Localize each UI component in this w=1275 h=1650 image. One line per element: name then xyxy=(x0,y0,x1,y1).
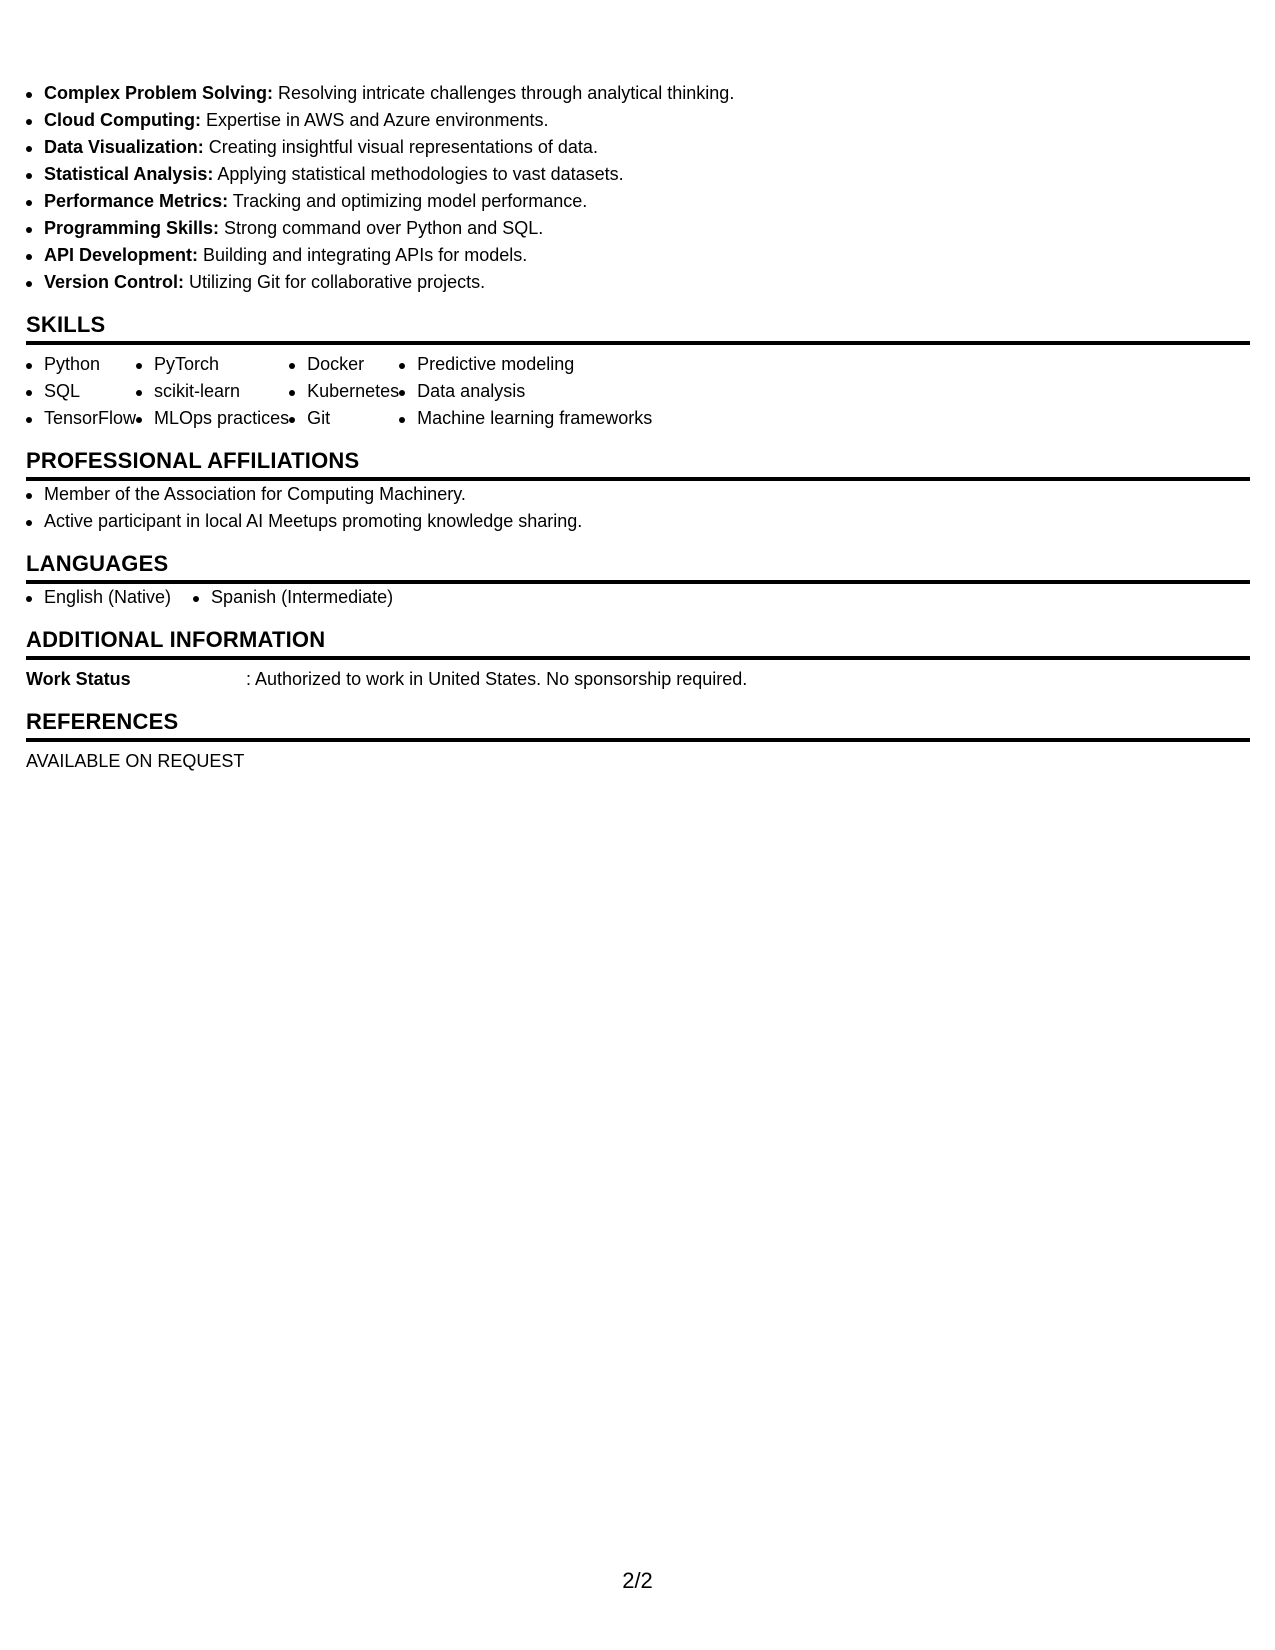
references-heading: REFERENCES xyxy=(26,709,1250,742)
skills-heading: SKILLS xyxy=(26,312,1250,345)
skill-item: Data analysis xyxy=(399,378,652,405)
list-item: Active participant in local AI Meetups promoting knowledge sharing. xyxy=(26,508,1250,535)
list-item xyxy=(26,215,1250,242)
language-item: Spanish (Intermediate) xyxy=(193,584,393,611)
references-text: AVAILABLE ON REQUEST xyxy=(26,751,245,771)
highlight-label: API Development: xyxy=(44,245,199,265)
skills-column xyxy=(136,351,289,432)
highlight-label: Statistical Analysis: xyxy=(44,164,214,184)
skill-item: MLOps practices xyxy=(136,405,289,432)
list-item: Member of the Association for Computing Machinery. xyxy=(26,481,1250,508)
highlight-text: Creating insightful visual representations of data. xyxy=(203,137,598,157)
list-item xyxy=(26,134,1250,161)
skills-column xyxy=(399,351,652,432)
highlight-text: Resolving intricate challenges through analytical thinking. xyxy=(273,83,735,103)
highlight-text: Expertise in AWS and Azure environments. xyxy=(200,110,549,130)
skill-item: Python xyxy=(26,351,136,378)
work-status-value: : Authorized to work in United States. No sponsorship required. xyxy=(246,669,748,689)
skill-item: Docker xyxy=(289,351,399,378)
highlight-label: Performance Metrics: xyxy=(44,191,229,211)
list-item xyxy=(26,107,1250,134)
skill-item: scikit-learn xyxy=(136,378,289,405)
resume-page xyxy=(26,80,1250,775)
page-number: 2/2 xyxy=(622,1568,653,1593)
list-item xyxy=(26,80,1250,107)
skill-item: TensorFlow xyxy=(26,405,136,432)
skill-item: Git xyxy=(289,405,399,432)
work-status-row xyxy=(26,666,1250,693)
languages-heading: LANGUAGES xyxy=(26,551,1250,584)
skills-column xyxy=(289,351,399,432)
language-item: English (Native) xyxy=(26,584,171,611)
skills-column xyxy=(26,351,136,432)
highlight-label: Data Visualization: xyxy=(44,137,204,157)
skill-item: Predictive modeling xyxy=(399,351,652,378)
languages-list xyxy=(26,584,1250,611)
highlight-text: Utilizing Git for collaborative projects. xyxy=(184,272,486,292)
list-item xyxy=(26,188,1250,215)
affiliations-heading: PROFESSIONAL AFFILIATIONS xyxy=(26,448,1250,481)
list-item xyxy=(26,269,1250,296)
skill-item: Machine learning frameworks xyxy=(399,405,652,432)
additional-info-heading: ADDITIONAL INFORMATION xyxy=(26,627,1250,660)
work-status-label: Work Status xyxy=(26,669,131,689)
highlight-label: Cloud Computing: xyxy=(44,110,201,130)
highlight-label: Programming Skills: xyxy=(44,218,220,238)
affiliations-list xyxy=(26,481,1250,535)
list-item xyxy=(26,161,1250,188)
skills-grid xyxy=(26,351,1250,432)
list-item xyxy=(26,242,1250,269)
highlight-text: Building and integrating APIs for models. xyxy=(198,245,528,265)
highlight-text: Applying statistical methodologies to vast datasets. xyxy=(213,164,624,184)
highlights-list xyxy=(26,80,1250,296)
highlight-label: Complex Problem Solving: xyxy=(44,83,274,103)
skill-item: PyTorch xyxy=(136,351,289,378)
highlight-label: Version Control: xyxy=(44,272,185,292)
highlight-text: Tracking and optimizing model performance. xyxy=(228,191,588,211)
skill-item: Kubernetes xyxy=(289,378,399,405)
skill-item: SQL xyxy=(26,378,136,405)
highlight-text: Strong command over Python and SQL. xyxy=(219,218,544,238)
